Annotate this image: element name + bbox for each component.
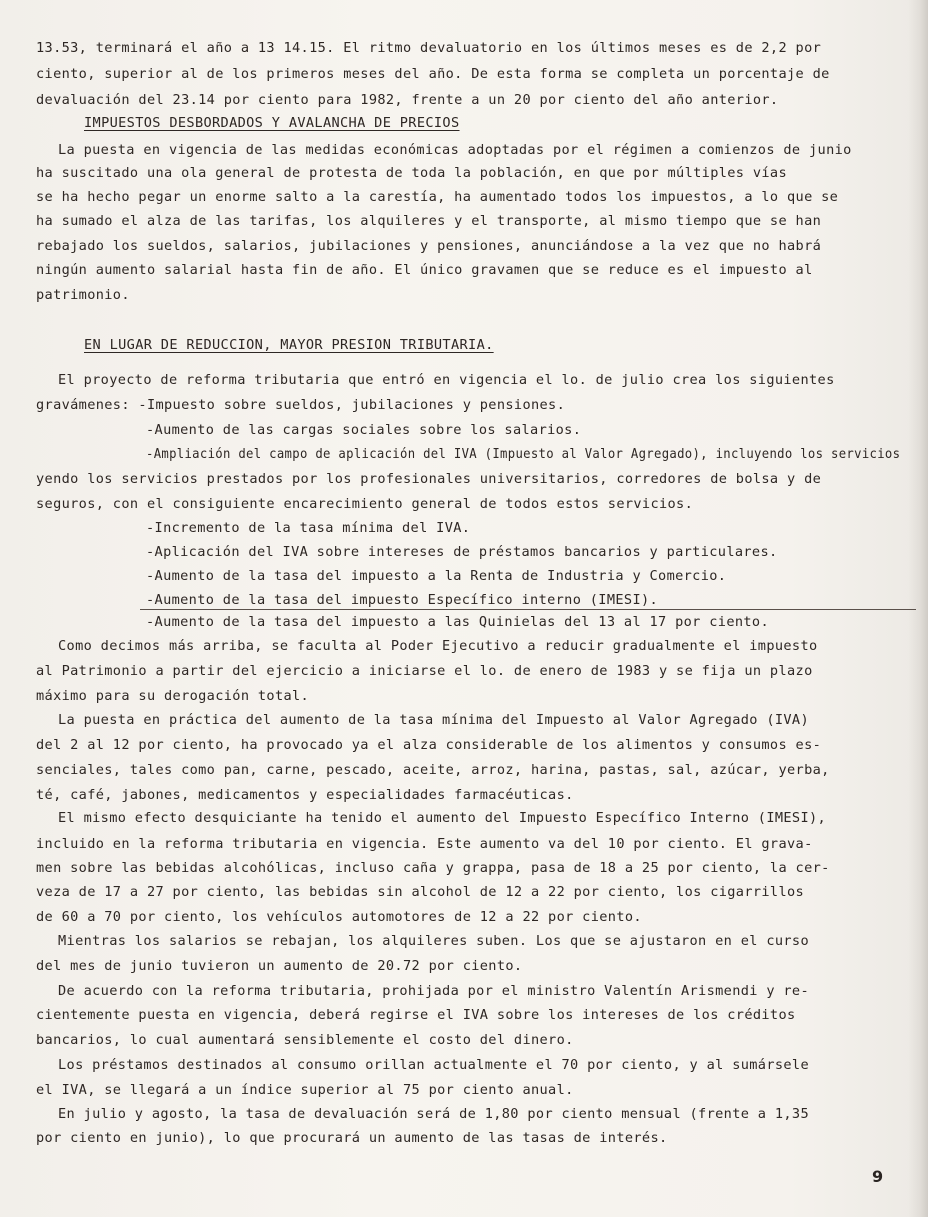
text-line: gravámenes: -Impuesto sobre sueldos, jubilaciones y pensiones. [36, 397, 566, 413]
text-line: té, café, jabones, medicamentos y especialidades farmacéuticas. [36, 787, 574, 803]
list-item: -Ampliación del campo de aplicación del IVA (Impuesto al Valor Agregado), incluyendo los servicios [146, 446, 901, 462]
text-line: ha suscitado una ola general de protesta de toda la población, en que por múltiples vías [36, 165, 788, 181]
text-line: ciento, superior al de los primeros meses del año. De esta forma se completa un porcentaje de [36, 66, 830, 82]
text-line: yendo los servicios prestados por los profesionales universitarios, corredores de bolsa y de [36, 471, 822, 487]
text-line: al Patrimonio a partir del ejercicio a iniciarse el lo. de enero de 1983 y se fija un plazo [36, 663, 813, 679]
text-line: cientemente puesta en vigencia, deberá regirse el IVA sobre los intereses de los créditos [36, 1007, 796, 1023]
text-line: ha sumado el alza de las tarifas, los alquileres y el transporte, al mismo tiempo que se han [36, 213, 822, 229]
text-line: máximo para su derogación total. [36, 688, 310, 704]
text-line: devaluación del 23.14 por ciento para 1982, frente a un 20 por ciento del año anterior. [36, 92, 779, 108]
text-line: senciales, tales como pan, carne, pescado, aceite, arroz, harina, pastas, sal, azúcar, yerba, [36, 762, 830, 778]
text-line: por ciento en junio), lo que procurará un aumento de las tasas de interés. [36, 1130, 668, 1146]
text-line: La puesta en práctica del aumento de la tasa mínima del Impuesto al Valor Agregado (IVA) [58, 712, 810, 728]
text-line: En julio y agosto, la tasa de devaluación será de 1,80 por ciento mensual (frente a 1,35 [58, 1106, 810, 1122]
text-line: de 60 a 70 por ciento, los vehículos automotores de 12 a 22 por ciento. [36, 909, 642, 925]
text-line: bancarios, lo cual aumentará sensiblemente el costo del dinero. [36, 1032, 574, 1048]
page-number: 9 [872, 1167, 884, 1186]
section-heading: EN LUGAR DE REDUCCION, MAYOR PRESION TRIBUTARIA. [84, 337, 494, 353]
text-line: Como decimos más arriba, se faculta al Poder Ejecutivo a reducir gradualmente el impuesto [58, 638, 818, 654]
text-line: del mes de junio tuvieron un aumento de 20.72 por ciento. [36, 958, 523, 974]
list-item: -Aumento de la tasa del impuesto a la Renta de Industria y Comercio. [146, 568, 727, 584]
list-item: -Aumento de la tasa del impuesto Específico interno (IMESI). [146, 592, 659, 608]
text-line: men sobre las bebidas alcohólicas, incluso caña y grappa, pasa de 18 a 25 por ciento, la cer- [36, 860, 830, 876]
section-heading: IMPUESTOS DESBORDADOS Y AVALANCHA DE PRECIOS [84, 115, 460, 131]
text-line: incluido en la reforma tributaria en vigencia. Este aumento va del 10 por ciento. El grava- [36, 836, 813, 852]
horizontal-rule [140, 609, 916, 610]
text-line: Mientras los salarios se rebajan, los alquileres suben. Los que se ajustaron en el curso [58, 933, 810, 949]
text-line: patrimonio. [36, 287, 130, 303]
list-item: -Incremento de la tasa mínima del IVA. [146, 520, 471, 536]
text-line: veza de 17 a 27 por ciento, las bebidas sin alcohol de 12 a 22 por ciento, los cigarrillos [36, 884, 805, 900]
text-line: El proyecto de reforma tributaria que entró en vigencia el lo. de julio crea los siguientes [58, 372, 835, 388]
list-item: -Aumento de la tasa del impuesto a las Quinielas del 13 al 17 por ciento. [146, 614, 769, 630]
text-line: ningún aumento salarial hasta fin de año. El único gravamen que se reduce es el impuesto al [36, 262, 813, 278]
list-item: -Aumento de las cargas sociales sobre los salarios. [146, 422, 582, 438]
text-line: el IVA, se llegará a un índice superior al 75 por ciento anual. [36, 1082, 574, 1098]
text-line: Los préstamos destinados al consumo orillan actualmente el 70 por ciento, y al sumársele [58, 1057, 810, 1073]
text-line: rebajado los sueldos, salarios, jubilaciones y pensiones, anunciándose a la vez que no habrá [36, 238, 822, 254]
text-line: La puesta en vigencia de las medidas económicas adoptadas por el régimen a comienzos de junio [58, 142, 852, 158]
list-item: -Aplicación del IVA sobre intereses de préstamos bancarios y particulares. [146, 544, 778, 560]
text-line: seguros, con el consiguiente encarecimiento general de todos estos servicios. [36, 496, 694, 512]
text-line: del 2 al 12 por ciento, ha provocado ya el alza considerable de los alimentos y consumos es- [36, 737, 822, 753]
text-line: De acuerdo con la reforma tributaria, prohijada por el ministro Valentín Arismendi y re- [58, 983, 810, 999]
text-line: El mismo efecto desquiciante ha tenido el aumento del Impuesto Específico Interno (IMESI), [58, 810, 827, 826]
text-line: se ha hecho pegar un enorme salto a la carestía, ha aumentado todos los impuestos, a lo que se [36, 189, 839, 205]
text-line: 13.53, terminará el año a 13 14.15. El ritmo devaluatorio en los últimos meses es de 2,2 por [36, 40, 822, 56]
